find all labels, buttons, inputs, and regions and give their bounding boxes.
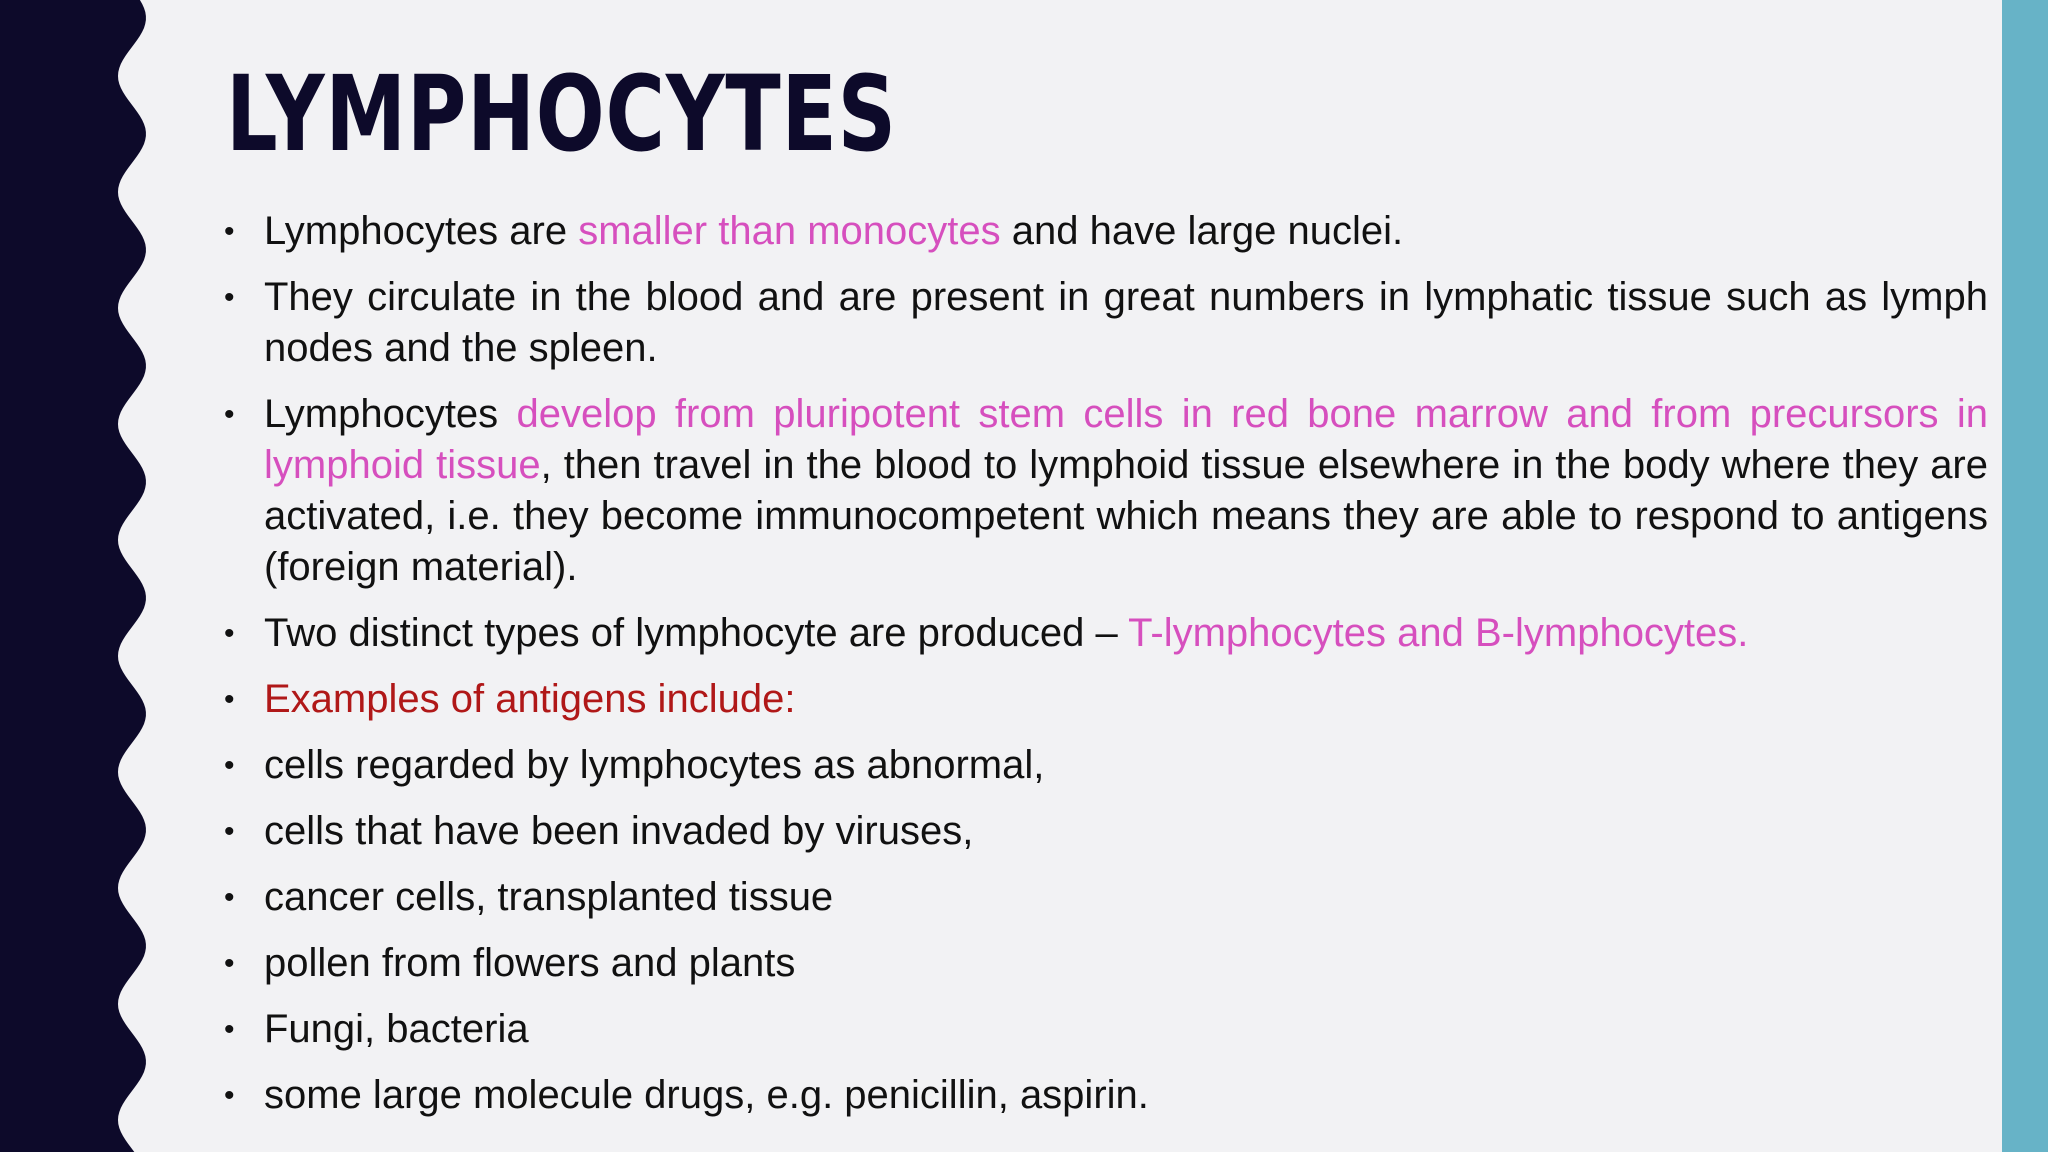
bullet-4-highlight: T-lymphocytes and B-lymphocytes. [1128,611,1749,655]
bullet-9-text: pollen from flowers and plants [264,941,796,985]
bullet-icon: • [224,815,235,848]
left-wave-band [0,0,160,1152]
bullet-8-text: cancer cells, transplanted tissue [264,875,834,919]
bullet-item-4 [222,608,1988,659]
bullet-icon: • [224,683,235,716]
bullet-item-6 [222,740,1988,791]
bullet-3-highlight: develop from pluripotent stem cells in red bone marrow and from precursors in lymphoid tissue [264,392,1988,487]
bullet-1-text: Lymphocytes are [264,209,579,253]
bullet-icon: • [224,947,235,980]
bullet-3-text: Lymphocytes [264,392,517,436]
bullet-item-10 [222,1004,1988,1055]
bullet-6-text: cells regarded by lymphocytes as abnormal, [264,743,1045,787]
bullet-item-5 [222,674,1988,725]
bullet-icon: • [224,881,235,914]
bullet-5-heading: Examples of antigens include: [264,677,796,721]
bullet-7-text: cells that have been invaded by viruses, [264,809,974,853]
bullet-item-7 [222,806,1988,857]
bullet-icon: • [224,749,235,782]
bullet-10-text: Fungi, bacteria [264,1007,529,1051]
bullet-item-9 [222,938,1988,989]
slide-title: LYMPHOCYTES [226,53,897,175]
bullet-list [222,206,1988,1136]
bullet-icon: • [224,1013,235,1046]
bullet-item-11 [222,1070,1988,1121]
bullet-item-3 [222,389,1988,593]
bullet-3-text-end: , then travel in the blood to lymphoid tissue elsewhere in the body where they are activated, i.e. they become immunocompetent which means they are able to respond to antigens (foreign material). [264,443,1988,589]
left-wave-shape [0,0,146,1152]
bullet-11-text: some large molecule drugs, e.g. penicillin, aspirin. [264,1073,1149,1117]
bullet-icon: • [224,215,235,248]
bullet-icon: • [224,617,235,650]
bullet-item-8 [222,872,1988,923]
bullet-icon: • [224,1079,235,1112]
bullet-icon: • [224,281,235,314]
bullet-item-1 [222,206,1988,257]
bullet-1-highlight: smaller than monocytes [578,209,1001,253]
bullet-2-text: They circulate in the blood and are present in great numbers in lymphatic tissue such as lymph nodes and the spleen. [264,275,1988,370]
right-accent-bar [2002,0,2048,1152]
bullet-1-text-end: and have large nuclei. [1000,209,1404,253]
bullet-4-text: Two distinct types of lymphocyte are produced – [264,611,1129,655]
bullet-item-2 [222,272,1988,374]
bullet-icon: • [224,398,235,431]
